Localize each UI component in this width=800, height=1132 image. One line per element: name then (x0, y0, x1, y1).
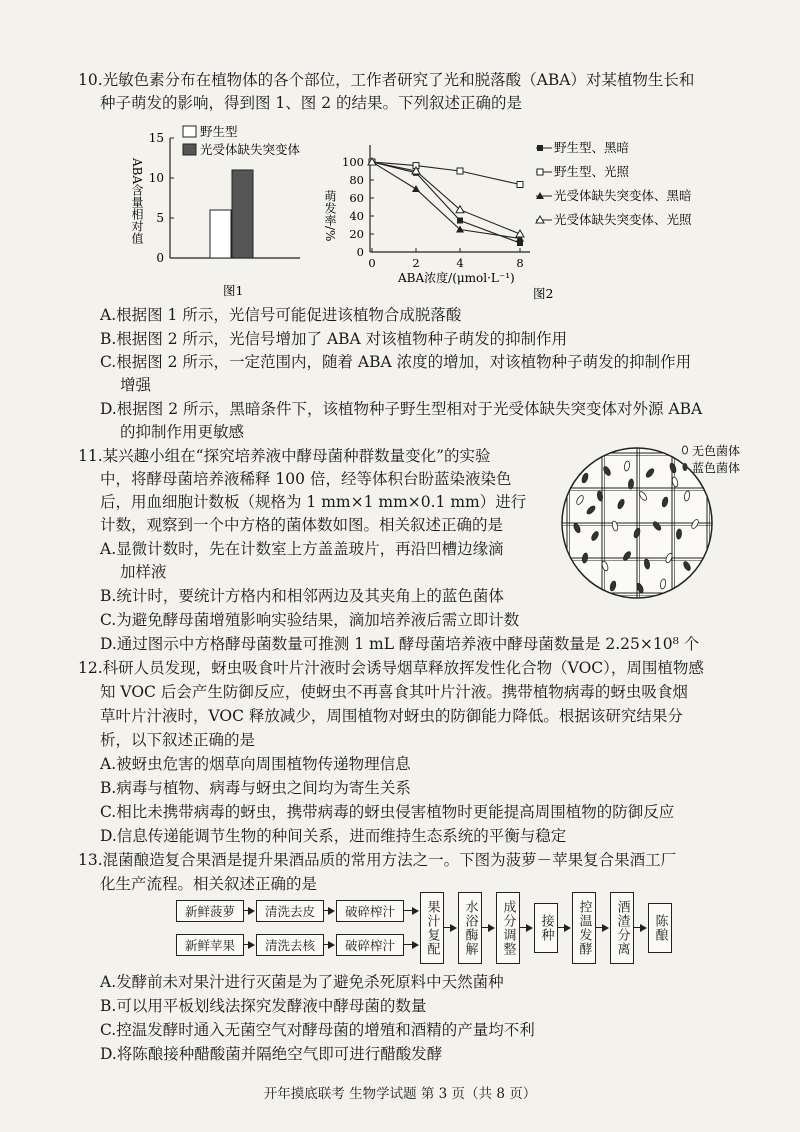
flow-arrow (633, 927, 645, 928)
q12-option-d: D.信息传递能调节生物的种间关系，进而维持生态系统的平衡与稳定 (100, 827, 567, 845)
q10-option-d-line1: D.根据图 2 所示，黑暗条件下，该植物种子野生型相对于光受体缺失突变体对外源 ABA (100, 400, 703, 418)
fig1-ytick-label: 5 (156, 211, 164, 225)
flow-arrow (595, 927, 607, 928)
q12-option-a: A.被蚜虫危害的烟草向周围植物传递物理信息 (100, 755, 411, 773)
q12-stem-line2: 知 VOC 后会产生防御反应，使蚜虫不再喜食其叶片汁液。携带植物病毒的蚜虫吸食烟 (100, 683, 688, 701)
q13-option-d: D.将陈酿接种醋酸菌并隔绝空气即可进行醋酸发酵 (100, 1045, 443, 1063)
fig2-xtick-label: 4 (456, 256, 464, 270)
fig2-point-s0-2 (457, 218, 463, 224)
q10-option-d-line2: 的抑制作用更敏感 (120, 423, 245, 441)
figure-2 (320, 130, 710, 305)
flow-juice-blend: 果汁复配 (420, 892, 444, 964)
flow-arrow (403, 910, 417, 911)
fig2-point-s1-2 (457, 168, 463, 174)
q11-option-d: D.通过图示中方格酵母菌数量可推测 1 mL 酵母菌培养液中酵母菌数量是 2.25×10⁸ 个 (100, 635, 700, 653)
fig2-legend-label: 光受体缺失突变体、黑暗 (554, 188, 692, 203)
fig2-point-s2-1 (412, 185, 420, 192)
page-footer: 开年摸底联考 生物学试题 第 3 页（共 8 页） (263, 1086, 537, 1102)
fig1-bar-1 (232, 170, 253, 258)
fig2-series-line-1 (372, 162, 520, 185)
q12-stem-line3: 草叶片汁液时，VOC 释放减少，周围植物对蚜虫的防御能力降低。根据该研究结果分 (100, 707, 683, 725)
q13-stem-line1: 13.混菌酿造复合果酒是提升果酒品质的常用方法之一。下图为菠萝－苹果复合果酒工厂 (78, 851, 677, 869)
flow-composition-adjust: 成分调整 (496, 892, 520, 964)
q12-stem-line1: 12.科研人员发现，蚜虫吸食叶片汁液时会诱导烟草释放挥发性化合物（VOC），周围植物感 (78, 659, 704, 677)
q13-option-c: C.控温发酵时通入无菌空气对酵母菌的增殖和酒精的产量均不利 (100, 1021, 535, 1039)
q11-option-a-line1: A.显微计数时，先在计数室上方盖盖玻片，再沿凹槽边缘滴 (100, 540, 504, 558)
q10-option-c-line1: C.根据图 2 所示，一定范围内，随着 ABA 浓度的增加，对该植物种子萌发的抑制作用 (100, 353, 692, 371)
q11-stem-line1: 11.某兴趣小组在“探究培养液中酵母菌种群数量变化”的实验 (78, 447, 491, 465)
fig2-series-line-3 (372, 162, 520, 234)
flow-fresh-apple: 新鲜苹果 (176, 934, 244, 956)
q10-option-b: B.根据图 2 所示，光信号增加了 ABA 对该植物种子萌发的抑制作用 (100, 330, 568, 348)
q13-option-a: A.发酵前未对果汁进行灭菌是为了避免杀死原料中天然菌种 (100, 973, 504, 991)
q13-option-b: B.可以用平板划线法探究发酵液中酵母菌的数量 (100, 997, 427, 1015)
q11-stem-line4: 计数，观察到一个中方格的菌体数如图。相关叙述正确的是 (100, 516, 504, 534)
fig2-ylabel: 萌发率/% (323, 190, 337, 242)
fig2-xtick-label: 2 (412, 256, 420, 270)
fig2-ytick-label: 60 (349, 191, 364, 205)
fig1-ylabel-text: ABA含量相对值 (130, 158, 144, 245)
q12-option-b: B.病毒与植物、病毒与蚜虫之间均为寄生关系 (100, 779, 411, 797)
fig2-ytick-label: 100 (342, 155, 364, 169)
fig2-legend-label: 野生型、光照 (554, 164, 630, 179)
flow-fresh-pineapple: 新鲜菠萝 (176, 900, 244, 922)
flow-arrow (557, 927, 569, 928)
q11-stem-line2: 中，将酵母菌培养液稀释 100 倍，经等体积台盼蓝染液染色 (100, 470, 512, 488)
flow-crush-juice-2: 破碎榨汁 (336, 934, 404, 956)
q12-stem-line4: 析，以下叙述正确的是 (100, 731, 256, 749)
fig1-caption: 图1 (223, 283, 244, 298)
flow-arrow (481, 927, 493, 928)
fig2-series-line-2 (372, 162, 520, 239)
legend-blue-cell-icon (683, 463, 688, 471)
fig2-ytick-label: 0 (356, 245, 364, 259)
fig2-ytick-label: 80 (349, 173, 364, 187)
hemocytometer-figure (555, 438, 750, 608)
fig2-legend-marker (537, 169, 543, 175)
blue-cell (676, 529, 682, 539)
fig1-ytick-label: 10 (148, 171, 164, 185)
flow-wash-core: 清洗去核 (256, 934, 324, 956)
blue-cell (628, 479, 634, 489)
fig2-xtick-label: 0 (368, 256, 376, 270)
q11-option-c: C.为避免酵母菌增殖影响实验结果，滴加培养液后需立即计数 (100, 611, 520, 629)
q10-stem-line2: 种子萌发的影响，得到图 1、图 2 的结果。下列叙述正确的是 (100, 94, 523, 112)
fig1-legend-mutant: 光受体缺失突变体 (200, 142, 301, 157)
legend-colorless-cell-icon (683, 446, 688, 454)
fig2-xlabel: ABA浓度/(μmol·L⁻¹) (398, 271, 515, 285)
fig2-series-line-0 (372, 162, 520, 243)
q11-stem-line3: 后，用血细胞计数板（规格为 1 mm×1 mm×0.1 mm）进行 (100, 493, 527, 511)
flow-temp-ferment: 控温发酵 (572, 892, 596, 964)
fig2-ytick-label: 40 (349, 209, 364, 223)
fig1-ytick-label: 0 (156, 251, 164, 265)
figure-1 (125, 118, 335, 303)
fig1-ylabel (130, 157, 144, 244)
flow-arrow (323, 910, 333, 911)
legend-blue-cell: 蓝色菌体 (692, 461, 741, 475)
fig1-bar-0 (210, 210, 231, 258)
flow-wash-peel: 清洗去皮 (256, 900, 324, 922)
flow-water-bath-enzyme: 水浴酶解 (458, 892, 482, 964)
q10-stem-line1: 10.光敏色素分布在植物体的各个部位，工作者研究了光和脱落酸（ABA）对某植物生长和 (78, 71, 695, 89)
flow-arrow (443, 927, 455, 928)
q11-option-b: B.统计时，要统计方格内和相邻两边及其夹角上的蓝色菌体 (100, 587, 504, 605)
fig2-point-s3-3 (516, 230, 524, 237)
flow-arrow (519, 927, 531, 928)
flow-crush-juice-1: 破碎榨汁 (336, 900, 404, 922)
q10-option-a: A.根据图 1 所示，光信号可能促进该植物合成脱落酸 (100, 306, 462, 324)
fig1-legend-swatch-mutant (183, 144, 196, 155)
fig2-legend-label: 光受体缺失突变体、光照 (554, 212, 692, 227)
legend-colorless-cell: 无色菌体 (692, 444, 741, 458)
fig2-caption: 图2 (533, 286, 554, 301)
fig2-ytick-label: 20 (349, 227, 364, 241)
q13-stem-line2: 化生产流程。相关叙述正确的是 (100, 875, 318, 893)
q10-option-c-line2: 增强 (120, 376, 152, 394)
fig2-point-s1-3 (517, 182, 523, 188)
fig2-legend-marker (537, 145, 543, 151)
flow-arrow (323, 944, 333, 945)
fig1-legend-wild: 野生型 (200, 124, 238, 139)
flow-aging: 陈酿 (648, 903, 672, 953)
fig1-ytick-label: 15 (148, 131, 164, 145)
flow-arrow (403, 944, 417, 945)
fig2-legend-label: 野生型、黑暗 (554, 140, 630, 155)
flow-arrow (243, 944, 253, 945)
q12-option-c: C.相比未携带病毒的蚜虫，携带病毒的蚜虫侵害植物时更能提高周围植物的防御反应 (100, 803, 675, 821)
flow-arrow (243, 910, 253, 911)
fig1-legend-swatch-wild (183, 126, 196, 137)
flow-inoculate: 接种 (534, 903, 558, 953)
flow-residue-separate: 酒渣分离 (610, 892, 634, 964)
fig2-xtick-label: 8 (516, 256, 524, 270)
q11-option-a-line2: 加样液 (120, 563, 167, 581)
